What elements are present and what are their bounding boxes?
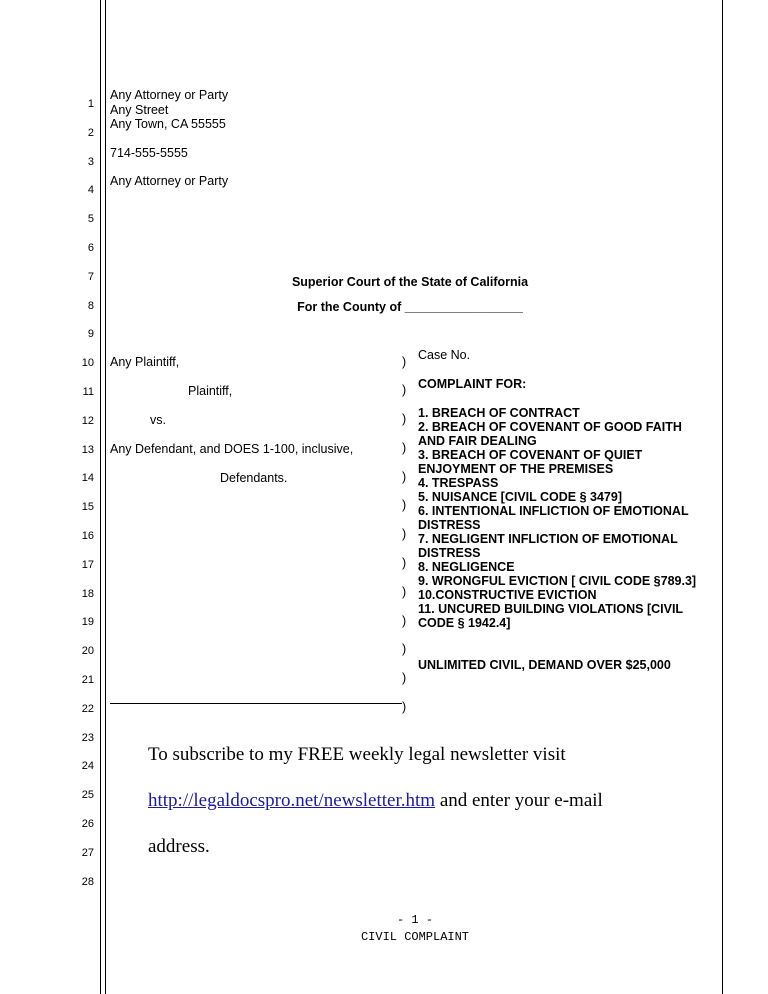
line-number: 11 <box>82 385 94 398</box>
complaint-for-label: COMPLAINT FOR: <box>418 376 527 391</box>
newsletter-last-line: address. <box>148 835 210 857</box>
line-number: 19 <box>81 616 94 629</box>
attorney-phone: 714-555-5555 <box>110 145 188 160</box>
plaintiff-name: Any Plaintiff, <box>110 354 180 369</box>
party-column <box>110 348 400 493</box>
attorney-street: Any Street <box>110 102 169 117</box>
paren-mark: ) <box>402 556 407 571</box>
caption-underline <box>110 703 402 704</box>
cause-line: CODE § 1942.4] <box>418 615 511 630</box>
newsletter-link[interactable]: http://legaldocspro.net/newsletter.htm <box>148 789 436 811</box>
pleading-rule-right <box>722 0 723 994</box>
cause-line: 1. BREACH OF CONTRACT <box>418 405 580 420</box>
line-number: 2 <box>87 126 94 139</box>
newsletter-promo <box>110 732 710 870</box>
line-number: 12 <box>81 414 94 427</box>
defendants-label: Defendants. <box>220 470 288 485</box>
paren-mark: ) <box>402 584 407 599</box>
line-number: 8 <box>87 299 94 312</box>
cause-line: DISTRESS <box>418 545 481 560</box>
paren-mark: ) <box>402 498 407 513</box>
versus-label: vs. <box>150 412 166 427</box>
line-number: 22 <box>81 702 94 715</box>
case-number-label: Case No. <box>418 347 471 362</box>
cause-line: 3. BREACH OF COVENANT OF QUIET <box>418 447 643 462</box>
caption-table <box>110 347 710 715</box>
newsletter-lead: To subscribe to my FREE weekly legal newsletter visit <box>148 743 566 765</box>
line-number: 16 <box>81 529 94 542</box>
paren-mark: ) <box>402 383 407 398</box>
line-number: 18 <box>81 587 94 600</box>
line-number: 20 <box>81 645 94 658</box>
paren-mark: ) <box>402 354 407 369</box>
line-number: 28 <box>81 875 94 888</box>
case-column <box>418 348 718 672</box>
cause-line: 5. NUISANCE [CIVIL CODE § 3479] <box>418 489 622 504</box>
document-body <box>110 88 710 870</box>
attorney-address <box>110 88 710 132</box>
attorney-block <box>110 88 710 189</box>
line-number: 7 <box>87 270 94 283</box>
line-number: 9 <box>87 328 94 341</box>
line-number: 24 <box>81 760 94 773</box>
pleading-rule-left-outer <box>100 0 101 994</box>
page-number: - 1 - <box>396 913 433 927</box>
cause-line: 7. NEGLIGENT INFLICTION OF EMOTIONAL <box>418 531 678 546</box>
cause-line: 6. INTENTIONAL INFLICTION OF EMOTIONAL <box>418 503 689 518</box>
attorney-name: Any Attorney or Party <box>110 88 229 102</box>
line-number: 5 <box>87 213 94 226</box>
line-number: 27 <box>81 846 94 859</box>
paren-mark: ) <box>402 613 407 628</box>
pleading-rule-left-inner <box>105 0 106 994</box>
cause-line: 10.CONSTRUCTIVE EVICTION <box>418 587 597 602</box>
paren-mark: ) <box>402 642 407 657</box>
line-number: 13 <box>81 443 94 456</box>
cause-line: ENJOYMENT OF THE PREMISES <box>418 461 614 476</box>
cause-line: 4. TRESPASS <box>418 475 499 490</box>
line-number-column <box>60 90 94 896</box>
cause-line: DISTRESS <box>418 517 481 532</box>
line-number: 21 <box>81 673 94 686</box>
paren-mark: ) <box>402 440 407 455</box>
cause-line: 2. BREACH OF COVENANT OF GOOD FAITH <box>418 419 682 434</box>
paren-mark: ) <box>402 671 407 686</box>
court-county: For the County of _________________ <box>297 299 523 314</box>
page-footer <box>110 912 720 946</box>
cause-line: AND FAIR DEALING <box>418 433 537 448</box>
line-number: 25 <box>81 789 94 802</box>
paren-mark: ) <box>402 412 407 427</box>
paren-mark: ) <box>402 700 407 715</box>
paren-mark: ) <box>402 527 407 542</box>
line-number: 1 <box>87 98 94 110</box>
line-number: 10 <box>81 357 94 370</box>
demand-line: UNLIMITED CIVIL, DEMAND OVER $25,000 <box>418 657 671 672</box>
line-number: 6 <box>87 241 94 254</box>
line-number: 26 <box>81 817 94 830</box>
cause-line: 11. UNCURED BUILDING VIOLATIONS [CIVIL <box>418 601 684 616</box>
attorney-city-state-zip: Any Town, CA 55555 <box>110 117 226 131</box>
court-title: Superior Court of the State of California <box>291 274 529 289</box>
cause-line: 8. NEGLIGENCE <box>418 559 515 574</box>
cause-line: 9. WRONGFUL EVICTION [ CIVIL CODE §789.3] <box>418 573 697 588</box>
plaintiff-label: Plaintiff, <box>188 383 233 398</box>
line-number: 17 <box>81 558 94 571</box>
attorney-role: Any Attorney or Party <box>110 174 229 188</box>
line-number: 15 <box>81 501 94 514</box>
caption-paren-column <box>402 348 416 722</box>
line-number: 14 <box>81 472 94 485</box>
line-number: 23 <box>81 731 94 744</box>
newsletter-tail: and enter your e-mail <box>435 789 603 811</box>
footer-title: CIVIL COMPLAINT <box>360 930 470 944</box>
line-number: 4 <box>87 184 94 197</box>
defendant-name: Any Defendant, and DOES 1-100, inclusive, <box>110 441 354 456</box>
paren-mark: ) <box>402 469 407 484</box>
causes-of-action-list <box>418 406 718 630</box>
line-number: 3 <box>87 155 94 168</box>
